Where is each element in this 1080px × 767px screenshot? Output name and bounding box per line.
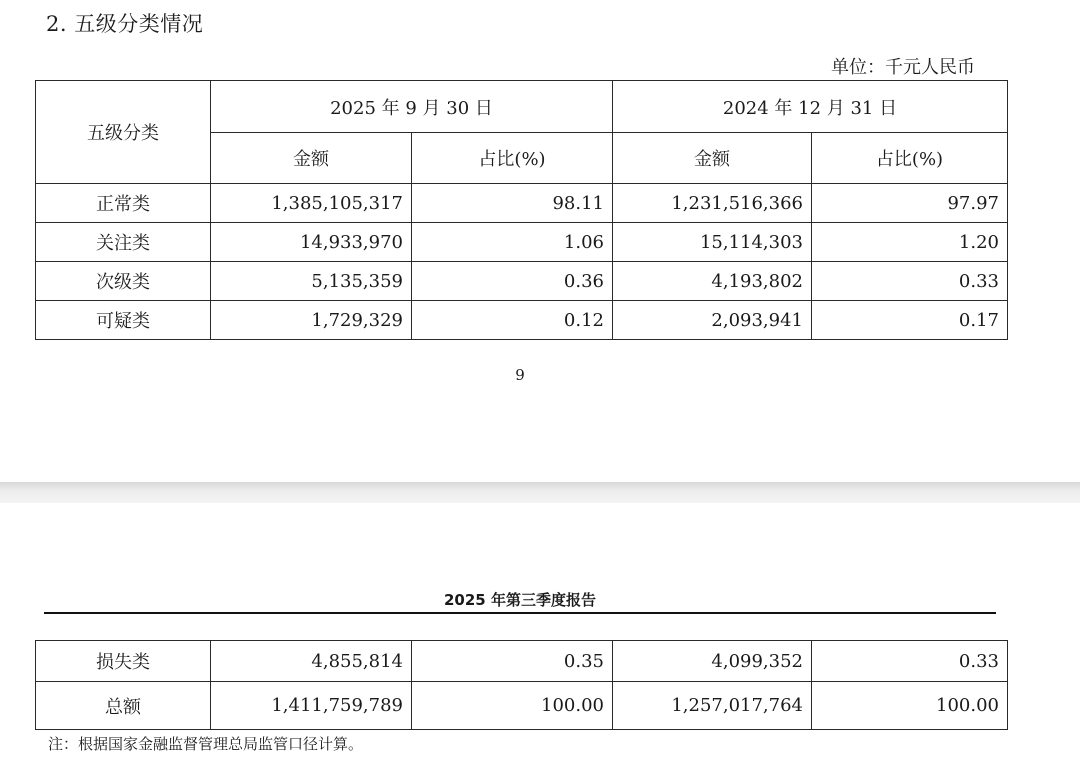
row-pct-2025: 0.12 <box>412 301 613 340</box>
header-rule <box>44 612 996 614</box>
sub-header-pct-2025: 占比(%) <box>412 133 613 184</box>
period-header-2024: 2024 年 12 月 31 日 <box>613 81 1008 133</box>
row-amount-2024: 15,114,303 <box>613 223 812 262</box>
row-amount-2025: 5,135,359 <box>211 262 412 301</box>
corner-header: 五级分类 <box>36 81 211 184</box>
report-header: 2025 年第三季度报告 <box>444 591 596 609</box>
row-pct-2024: 0.33 <box>812 262 1008 301</box>
sub-header-pct-2024: 占比(%) <box>812 133 1008 184</box>
row-amount-2024: 2,093,941 <box>613 301 812 340</box>
row-category: 正常类 <box>36 184 211 223</box>
table-row <box>36 262 1008 301</box>
classification-table <box>35 80 1008 340</box>
period-header-2025: 2025 年 9 月 30 日 <box>211 81 613 133</box>
document-page-2 <box>0 503 1080 767</box>
row-pct-2025: 1.06 <box>412 223 613 262</box>
row-pct-2025: 100.00 <box>412 682 613 730</box>
row-pct-2024: 0.17 <box>812 301 1008 340</box>
row-category: 次级类 <box>36 262 211 301</box>
row-category: 可疑类 <box>36 301 211 340</box>
footnote: 注：根据国家金融监督管理总局监管口径计算。 <box>48 735 364 753</box>
row-pct-2025: 0.35 <box>412 641 613 682</box>
row-pct-2024: 1.20 <box>812 223 1008 262</box>
table-row <box>36 641 1008 682</box>
row-amount-2025: 14,933,970 <box>211 223 412 262</box>
row-amount-2024: 1,257,017,764 <box>613 682 812 730</box>
row-amount-2024: 1,231,516,366 <box>613 184 812 223</box>
table-row <box>36 223 1008 262</box>
row-pct-2024: 100.00 <box>812 682 1008 730</box>
row-category: 损失类 <box>36 641 211 682</box>
page-number: 9 <box>515 366 525 384</box>
section-title: 2. 五级分类情况 <box>46 12 204 36</box>
unit-label: 单位：千元人民币 <box>831 57 975 78</box>
row-amount-2024: 4,099,352 <box>613 641 812 682</box>
row-amount-2025: 1,385,105,317 <box>211 184 412 223</box>
page-separator <box>0 482 1080 503</box>
table-row <box>36 184 1008 223</box>
sub-header-amount-2024: 金额 <box>613 133 812 184</box>
row-pct-2025: 98.11 <box>412 184 613 223</box>
sub-header-amount-2025: 金额 <box>211 133 412 184</box>
table-row <box>36 682 1008 730</box>
table-row <box>36 301 1008 340</box>
row-amount-2025: 1,729,329 <box>211 301 412 340</box>
row-amount-2024: 4,193,802 <box>613 262 812 301</box>
classification-table-continued <box>35 640 1008 730</box>
row-pct-2024: 97.97 <box>812 184 1008 223</box>
row-pct-2024: 0.33 <box>812 641 1008 682</box>
row-amount-2025: 1,411,759,789 <box>211 682 412 730</box>
row-category: 关注类 <box>36 223 211 262</box>
row-category: 总额 <box>36 682 211 730</box>
row-amount-2025: 4,855,814 <box>211 641 412 682</box>
row-pct-2025: 0.36 <box>412 262 613 301</box>
